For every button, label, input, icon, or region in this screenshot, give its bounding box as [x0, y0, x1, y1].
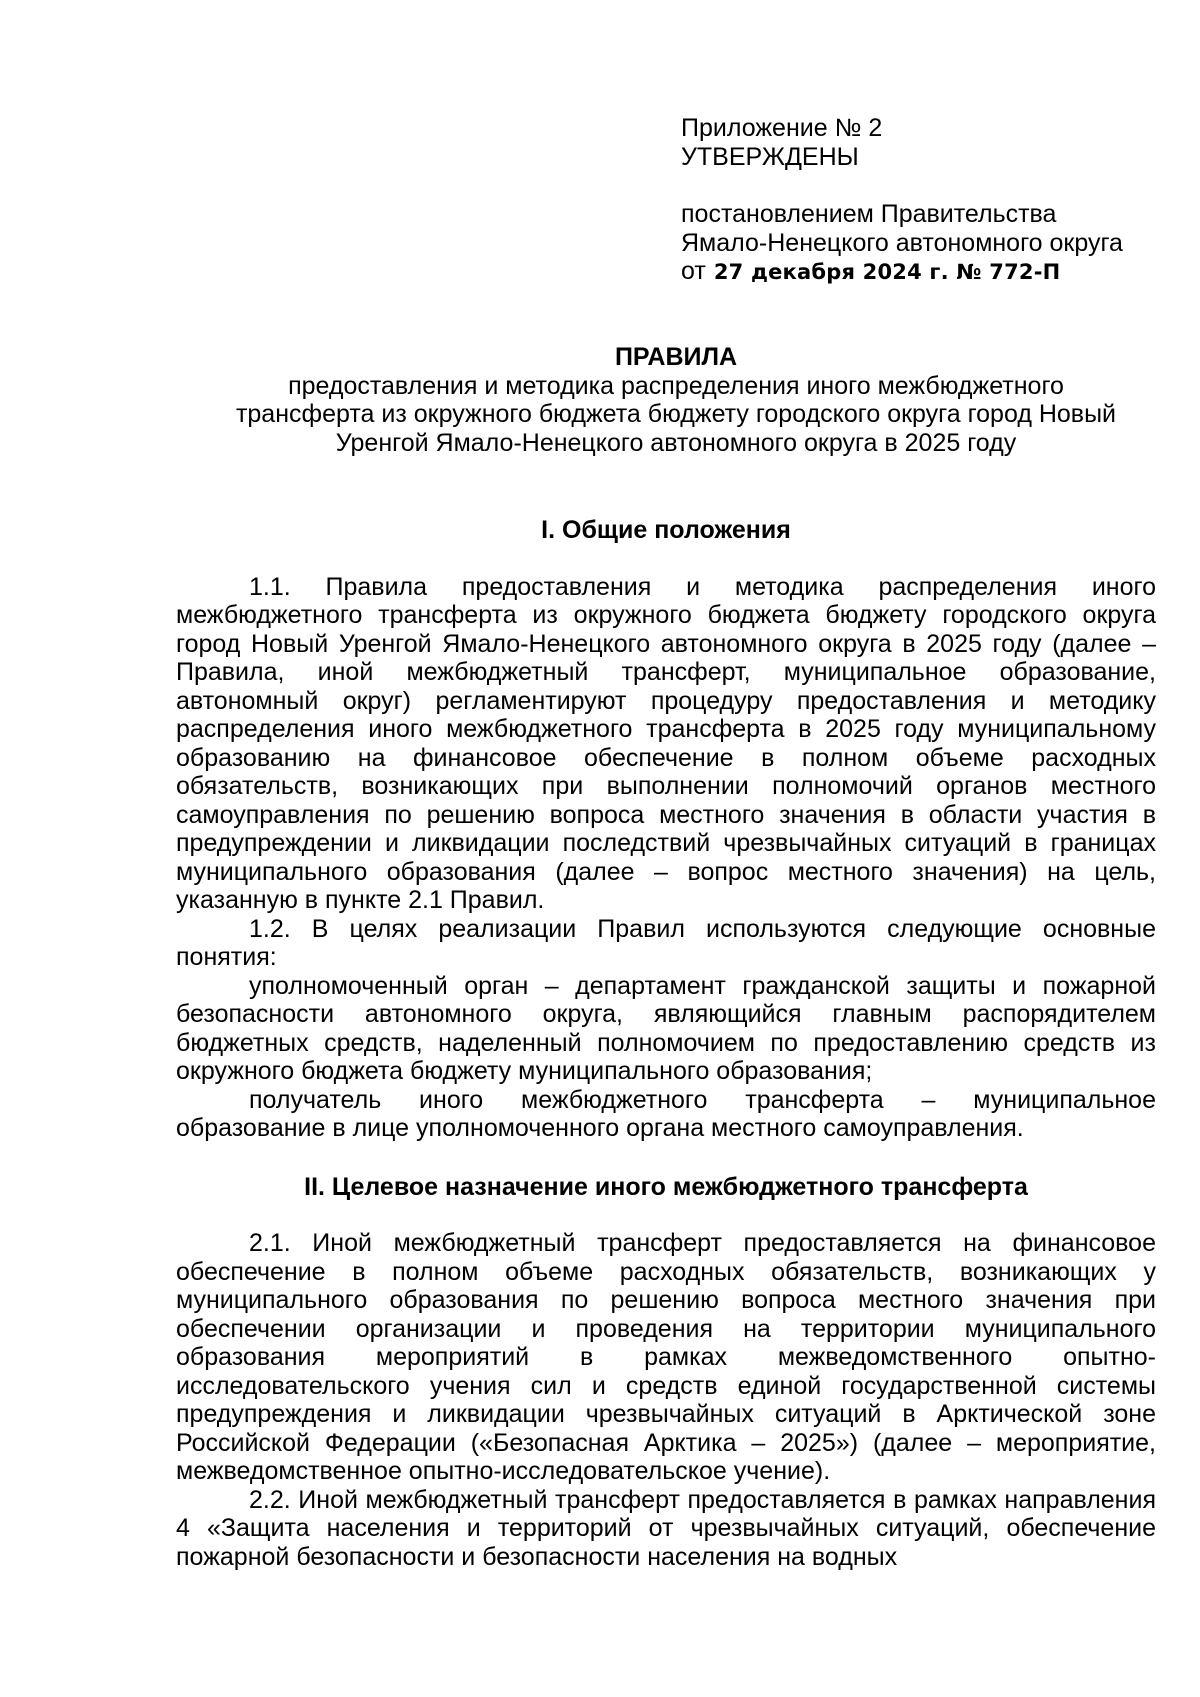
paragraph: 1.1. Правила предоставления и методика распределения иного межбюджетного трансферта из окружного бюджета бюджету городского округа город Новый Уренгой Ямало-Ненецкого автономного округа в 2025 году (далее – Правила, иной межбюджетный трансферт, муниципальное образование, автономный округ) регламентируют процедуру предоставления и методику распределения иного межбюджетного трансферта в 2025 году муниципальному образованию на финансовое обеспечение в полном объеме расходных обязательств, возникающих при выполнении полномочий органов местного самоуправления по решению вопроса местного значения в области участия в предупреждении и ликвидации последствий чрезвычайных ситуаций в границах муниципального образования (далее – вопрос местного значения) на цель, указанную в пункте 2.1 Правил.	[176, 572, 1156, 914]
document-subtitle-line: Уренгой Ямало-Ненецкого автономного округа в 2025 году	[335, 428, 1017, 457]
paragraph: 1.2. В целях реализации Правил используются следующие основные понятия:	[176, 914, 1156, 971]
approved-label: УТВЕРЖДЕНЫ	[681, 142, 859, 171]
document-heading: ПРАВИЛА	[614, 343, 738, 371]
date-prefix: от	[681, 257, 706, 285]
document-body	[176, 516, 1156, 1571]
approval-date-line	[681, 257, 1181, 287]
document-subtitle-line: предоставления и методика распределения иного межбюджетного	[288, 371, 1064, 400]
spacer	[176, 545, 1156, 573]
approval-gap	[681, 171, 1181, 200]
section-title: II. Целевое назначение иного межбюджетного трансферта	[304, 1172, 1028, 1201]
document-subtitle-line: трансферта из окружного бюджета бюджету городского округа город Новый	[235, 400, 1117, 428]
spacer	[176, 1201, 1156, 1229]
approval-block	[681, 114, 1181, 287]
paragraph: 2.1. Иной межбюджетный трансферт предоставляется на финансовое обеспечение в полном объеме расходных обязательств, возникающих у муниципального образования по решению вопроса местного значения при обеспечении организации и проведения на территории муниципального образования мероприятий в рамках межведомственного опытно-исследовательского учения сил и средств единой государственной системы предупреждения и ликвидации чрезвычайных ситуаций в Арктической зоне Российской Федерации («Безопасная Арктика – 2025») (далее – мероприятие, межведомственное опытно-исследовательское учение).	[176, 1229, 1156, 1485]
paragraph: уполномоченный орган – департамент гражданской защиты и пожарной безопасности автономного округа, являющийся главным распорядителем бюджетных средств, наделенный полномочием по предоставлению средств из окружного бюджета бюджету муниципального образования;	[176, 971, 1156, 1085]
paragraph: получатель иного межбюджетного трансферта – муниципальное образование в лице уполномоченного органа местного самоуправления.	[176, 1085, 1156, 1142]
approved-by: постановлением Правительства	[681, 200, 1057, 228]
approved-by-region: Ямало-Ненецкого автономного округа	[681, 228, 1123, 257]
approval-date: 27 декабря 2024 г. № 772-П	[713, 260, 1061, 284]
appendix-number: Приложение № 2	[681, 114, 883, 142]
document-title-block	[176, 343, 1176, 457]
spacer	[176, 1143, 1156, 1173]
paragraph: 2.2. Иной межбюджетный трансферт предоставляется в рамках направления 4 «Защита населения и территорий от чрезвычайных ситуаций, обеспечение пожарной безопасности и безопасности населения на водных	[176, 1485, 1156, 1571]
section-title: I. Общие положения	[541, 516, 791, 544]
